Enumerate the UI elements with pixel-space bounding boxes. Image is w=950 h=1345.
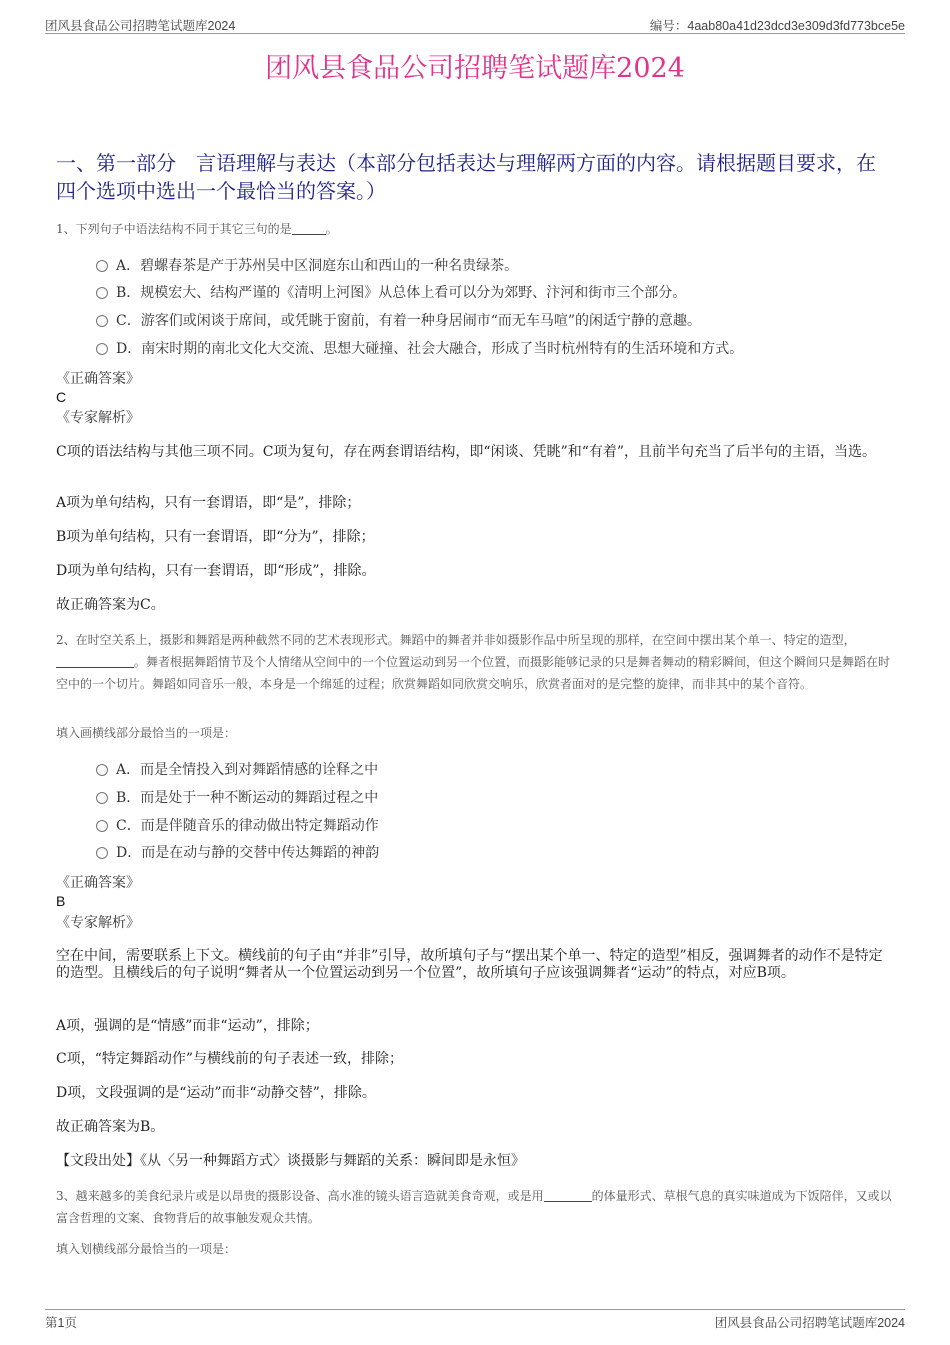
footer-doc-title: 团风县食品公司招聘笔试题库2024 bbox=[714, 1316, 905, 1330]
q1-option-b[interactable]: B．规模宏大、结构严谨的《清明上河图》从总体上看可以分为郊野、汴河和街市三个部分。 bbox=[96, 283, 686, 303]
header-doc-title: 团风县食品公司招聘笔试题库2024 bbox=[45, 19, 236, 33]
q1-analysis-d: D项为单句结构，只有一套谓语，即“形成”，排除。 bbox=[56, 563, 376, 579]
q2-analysis-c: C项，“特定舞蹈动作”与横线前的句子表述一致，排除； bbox=[56, 1051, 404, 1067]
q2-option-a[interactable]: A．而是全情投入到对舞蹈情感的诠释之中 bbox=[96, 760, 378, 780]
q1-option-d[interactable]: D．南宋时期的南北文化大交流、思想大碰撞、社会大融合，形成了当时杭州特有的生活环境和方式。 bbox=[96, 339, 743, 359]
radio-icon[interactable] bbox=[96, 764, 108, 776]
question-2-prompt: 填入画横线部分最恰当的一项是： bbox=[56, 726, 237, 740]
q1-analysis-b: B项为单句结构，只有一套谓语，即“分为”，排除； bbox=[56, 529, 375, 545]
question-3-stem: 3、越来越多的美食纪录片或是以昂贵的摄影设备、高水准的镜头语言造就美食奇观，或是用 的体量形式、草根气息的真实味道成为下饭陪伴，又或以富含哲理的文案、食物背后的故事触发观众共情。 bbox=[56, 1189, 892, 1225]
page-title: 团风县食品公司招聘笔试题库2024 bbox=[265, 53, 685, 84]
answer-blank bbox=[56, 656, 134, 668]
q1-expert-analysis-label: 《专家解析》 bbox=[56, 410, 140, 426]
answer-blank bbox=[544, 1190, 592, 1202]
q2-option-c[interactable]: C．而是伴随音乐的律动做出特定舞蹈动作 bbox=[96, 816, 379, 836]
header-doc-number: 编号：4aab80a41d23dcd3e309d3fd773bce5e bbox=[649, 19, 905, 33]
q1-option-c[interactable]: C．游客们或闲谈于席间，或凭眺于窗前，有着一种身居闹市“而无车马喧”的闲适宁静的意趣。 bbox=[96, 311, 701, 331]
footer-page-number: 第1页 bbox=[45, 1316, 77, 1330]
q2-option-b[interactable]: B．而是处于一种不断运动的舞蹈过程之中 bbox=[96, 788, 378, 808]
radio-icon[interactable] bbox=[96, 847, 108, 859]
q2-correct-answer-label: 《正确答案》 bbox=[56, 875, 140, 891]
q1-analysis-main: C项的语法结构与其他三项不同。C项为复句，存在两套谓语结构，即“闲谈、凭眺”和“有着”，且前半句充当了后半句的主语，当选。 bbox=[56, 444, 877, 460]
q2-source: 【文段出处】《从〈另一种舞蹈方式〉谈摄影与舞蹈的关系：瞬间即是永恒》 bbox=[56, 1153, 525, 1169]
page-header bbox=[45, 14, 905, 34]
radio-icon[interactable] bbox=[96, 792, 108, 804]
question-2-stem: 2、在时空关系上，摄影和舞蹈是两种截然不同的艺术表现形式。舞蹈中的舞者并非如摄影作品中所呈现的那样，在空间中摆出某个单一、特定的造型，。舞者根据舞蹈情节及个人情绪从空间中的一个位置运动到另一个位置，而摄影能够记录的只是舞者舞动的精彩瞬间，但这个瞬间只是舞蹈在时空中的一个切片。舞蹈如同音乐一般，本身是一个绵延的过程；欣赏舞蹈如同欣赏交响乐，欣赏者面对的是完整的旋律，而非其中的某个音符。 bbox=[56, 633, 891, 691]
q2-analysis-d: D项，文段强调的是“运动”而非“动静交替”，排除。 bbox=[56, 1085, 376, 1101]
q1-option-a[interactable]: A．碧螺春茶是产于苏州吴中区洞庭东山和西山的一种名贵绿茶。 bbox=[96, 256, 518, 276]
q2-conclusion: 故正确答案为B。 bbox=[56, 1119, 165, 1135]
footer-divider bbox=[45, 1309, 905, 1310]
q2-correct-answer: B bbox=[56, 893, 66, 909]
radio-icon[interactable] bbox=[96, 260, 108, 272]
section-heading: 一、第一部分 言语理解与表达（本部分包括表达与理解两方面的内容。请根据题目要求，在四个选项中选出一个最恰当的答案。） bbox=[56, 151, 876, 203]
answer-blank bbox=[292, 223, 326, 235]
radio-icon[interactable] bbox=[96, 343, 108, 355]
question-1-stem: 1、下列句子中语法结构不同于其它三句的是 。 bbox=[56, 222, 338, 236]
q1-correct-answer: C bbox=[56, 389, 67, 405]
q1-analysis-a: A项为单句结构，只有一套谓语，即“是”，排除； bbox=[56, 495, 361, 511]
q2-expert-analysis-label: 《专家解析》 bbox=[56, 915, 140, 931]
q2-option-d[interactable]: D．而是在动与静的交替中传达舞蹈的神韵 bbox=[96, 843, 379, 863]
q1-correct-answer-label: 《正确答案》 bbox=[56, 371, 140, 387]
radio-icon[interactable] bbox=[96, 820, 108, 832]
q2-analysis-a: A项，强调的是“情感”而非“运动”，排除； bbox=[56, 1018, 319, 1034]
question-3-prompt: 填入划横线部分最恰当的一项是： bbox=[56, 1242, 237, 1256]
radio-icon[interactable] bbox=[96, 315, 108, 327]
q1-conclusion: 故正确答案为C。 bbox=[56, 597, 165, 613]
header-divider bbox=[45, 33, 905, 34]
q2-analysis-main: 空在中间，需要联系上下文。横线前的句子由“并非”引导，故所填句子与“摆出某个单一、特定的造型”相反，强调舞者的动作不是特定的造型。且横线后的句子说明“舞者从一个位置运动到另一个位置”，故所填句子应该强调舞者“运动”的特点，对应B项。 bbox=[56, 948, 883, 981]
radio-icon[interactable] bbox=[96, 287, 108, 299]
